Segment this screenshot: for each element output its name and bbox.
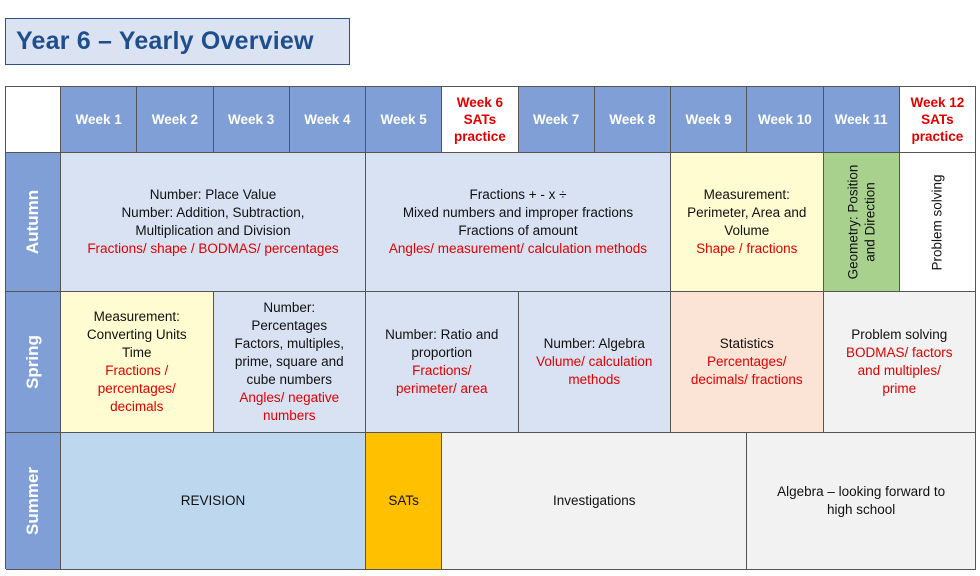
week-header-4: Week 4 <box>290 87 366 153</box>
page-title-box <box>5 18 350 65</box>
spring-ratio-block: Number: Ratio and proportion Fractions/ perimeter/ area <box>366 292 519 433</box>
summer-algebra-block: Algebra – looking forward to high school <box>747 433 976 570</box>
summer-sats-block: SATs <box>366 433 442 570</box>
spring-algebra-block: Number: Algebra Volume/ calculation methods <box>519 292 672 433</box>
week-header-8: Week 8 <box>595 87 671 153</box>
week-header-12: Week 12 SATs practice <box>900 87 976 153</box>
week-header-9: Week 9 <box>671 87 747 153</box>
summer-revision-block: REVISION <box>61 433 366 570</box>
autumn-place-value-block: Number: Place Value Number: Addition, Subtraction, Multiplication and Division Fractions/ shape / BODMAS/ percentages <box>61 153 366 292</box>
week-header-7: Week 7 <box>519 87 595 153</box>
term-label-spring: Spring <box>6 292 61 433</box>
spring-measurement-block: Measurement: Converting Units Time Fractions / percentages/ decimals <box>61 292 214 433</box>
spring-problem-solving-block: Problem solving BODMAS/ factors and multiples/ prime <box>824 292 977 433</box>
spring-number-block: Number: Percentages Factors, multiples, prime, square and cube numbers Angles/ negative numbers <box>214 292 367 433</box>
autumn-fractions-block: Fractions + - x ÷ Mixed numbers and improper fractions Fractions of amount Angles/ measurement/ calculation methods <box>366 153 671 292</box>
autumn-problem-solving-block: Problem solving <box>900 153 976 292</box>
autumn-geometry-block <box>824 153 900 292</box>
autumn-geometry-text: Geometry: Position and Direction <box>845 164 878 280</box>
term-label-summer: Summer <box>6 433 61 570</box>
table-corner <box>6 87 61 153</box>
term-label-autumn: Autumn <box>6 153 61 292</box>
week-header-1: Week 1 <box>61 87 137 153</box>
yearly-overview-table <box>5 86 976 569</box>
page-title: Year 6 – Yearly Overview <box>16 27 314 55</box>
week-header-3: Week 3 <box>214 87 290 153</box>
week-header-2: Week 2 <box>137 87 213 153</box>
week-header-5: Week 5 <box>366 87 442 153</box>
week-header-6: Week 6 SATs practice <box>442 87 518 153</box>
spring-statistics-block: Statistics Percentages/ decimals/ fractions <box>671 292 824 433</box>
week-header-11: Week 11 <box>824 87 900 153</box>
summer-investigations-block: Investigations <box>442 433 747 570</box>
week-header-10: Week 10 <box>747 87 823 153</box>
autumn-measurement-block: Measurement: Perimeter, Area and Volume Shape / fractions <box>671 153 824 292</box>
